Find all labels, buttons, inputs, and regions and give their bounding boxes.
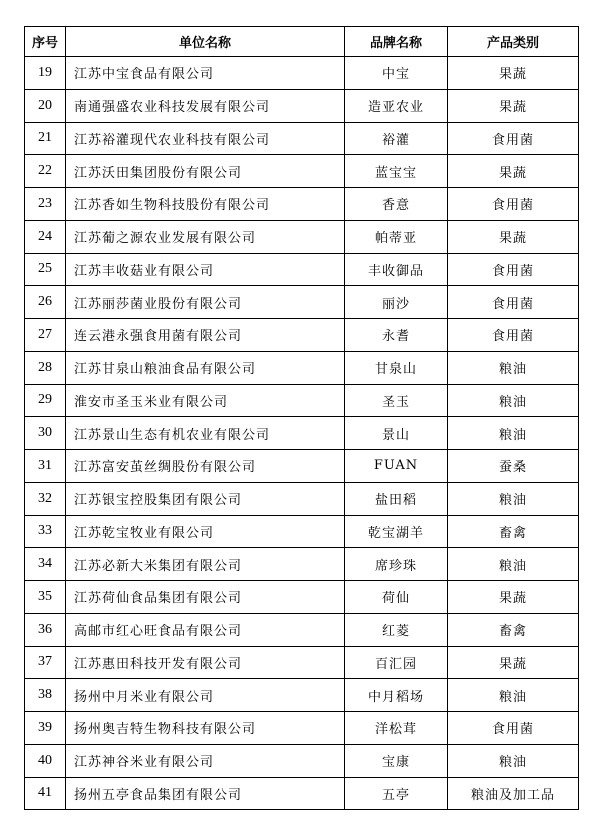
unit-name-cell: 江苏银宝控股集团有限公司 <box>66 482 345 515</box>
brand-name-cell: 乾宝湖羊 <box>345 515 448 548</box>
brand-name-cell: 裕灌 <box>345 122 448 155</box>
table-row <box>25 646 579 679</box>
product-category-cell: 粮油 <box>448 384 579 417</box>
unit-name-cell: 江苏神谷米业有限公司 <box>66 744 345 777</box>
brand-name-cell: 洋松茸 <box>345 712 448 745</box>
table-row <box>25 155 579 188</box>
product-category-cell: 粮油 <box>448 417 579 450</box>
brand-name-cell: 荷仙 <box>345 581 448 614</box>
brand-name-cell: 丰收御品 <box>345 253 448 286</box>
unit-name-cell: 江苏乾宝牧业有限公司 <box>66 515 345 548</box>
unit-name-cell: 扬州五亭食品集团有限公司 <box>66 777 345 810</box>
product-category-cell: 畜禽 <box>448 613 579 646</box>
product-category-cell: 食用菌 <box>448 712 579 745</box>
unit-name-cell: 江苏必新大米集团有限公司 <box>66 548 345 581</box>
row-number: 30 <box>25 417 66 450</box>
row-number: 34 <box>25 548 66 581</box>
product-category-cell: 果蔬 <box>448 581 579 614</box>
unit-name-cell: 江苏裕灌现代农业科技有限公司 <box>66 122 345 155</box>
brand-name-cell: 百汇园 <box>345 646 448 679</box>
row-number: 33 <box>25 515 66 548</box>
brand-name-cell: 蓝宝宝 <box>345 155 448 188</box>
table-body <box>25 57 579 810</box>
brand-name-cell: 五亭 <box>345 777 448 810</box>
row-number: 35 <box>25 581 66 614</box>
unit-name-cell: 江苏荷仙食品集团有限公司 <box>66 581 345 614</box>
product-category-cell: 果蔬 <box>448 89 579 122</box>
table-row <box>25 57 579 90</box>
product-category-cell: 果蔬 <box>448 57 579 90</box>
row-number: 23 <box>25 188 66 221</box>
table-row <box>25 188 579 221</box>
brand-name-cell: 盐田稻 <box>345 482 448 515</box>
brand-name-cell: 宝康 <box>345 744 448 777</box>
unit-name-cell: 江苏中宝食品有限公司 <box>66 57 345 90</box>
row-number: 19 <box>25 57 66 90</box>
unit-name-cell: 江苏葡之源农业发展有限公司 <box>66 220 345 253</box>
row-number: 31 <box>25 450 66 483</box>
unit-name-cell: 江苏景山生态有机农业有限公司 <box>66 417 345 450</box>
brand-name-cell: 景山 <box>345 417 448 450</box>
unit-name-cell: 江苏香如生物科技股份有限公司 <box>66 188 345 221</box>
row-number: 26 <box>25 286 66 319</box>
row-number: 40 <box>25 744 66 777</box>
unit-name-cell: 连云港永强食用菌有限公司 <box>66 319 345 352</box>
product-category-cell: 果蔬 <box>448 220 579 253</box>
unit-name-cell: 江苏沃田集团股份有限公司 <box>66 155 345 188</box>
brand-name-cell: 席珍珠 <box>345 548 448 581</box>
brand-name-cell: 中宝 <box>345 57 448 90</box>
table-row <box>25 220 579 253</box>
product-category-cell: 果蔬 <box>448 646 579 679</box>
row-number: 38 <box>25 679 66 712</box>
row-number: 22 <box>25 155 66 188</box>
header-product-category: 产品类别 <box>448 27 579 57</box>
table-row <box>25 744 579 777</box>
table-row <box>25 712 579 745</box>
table-row <box>25 417 579 450</box>
product-category-cell: 蚕桑 <box>448 450 579 483</box>
table-row <box>25 351 579 384</box>
table-row <box>25 679 579 712</box>
unit-name-cell: 江苏丰收菇业有限公司 <box>66 253 345 286</box>
brand-name-cell: 甘泉山 <box>345 351 448 384</box>
table-row <box>25 777 579 810</box>
row-number: 20 <box>25 89 66 122</box>
product-category-cell: 粮油 <box>448 482 579 515</box>
table-row <box>25 286 579 319</box>
unit-name-cell: 高邮市红心旺食品有限公司 <box>66 613 345 646</box>
row-number: 32 <box>25 482 66 515</box>
product-category-cell: 粮油及加工品 <box>448 777 579 810</box>
unit-name-cell: 扬州中月米业有限公司 <box>66 679 345 712</box>
unit-name-cell: 扬州奥吉特生物科技有限公司 <box>66 712 345 745</box>
brand-name-cell: 丽沙 <box>345 286 448 319</box>
table-row <box>25 581 579 614</box>
table-header-row <box>25 27 579 57</box>
brand-list-table <box>24 26 579 810</box>
table-row <box>25 253 579 286</box>
brand-name-cell: 永耆 <box>345 319 448 352</box>
table-row <box>25 515 579 548</box>
row-number: 25 <box>25 253 66 286</box>
product-category-cell: 粮油 <box>448 548 579 581</box>
unit-name-cell: 江苏惠田科技开发有限公司 <box>66 646 345 679</box>
table-row <box>25 384 579 417</box>
row-number: 21 <box>25 122 66 155</box>
row-number: 28 <box>25 351 66 384</box>
brand-name-cell: 圣玉 <box>345 384 448 417</box>
product-category-cell: 畜禽 <box>448 515 579 548</box>
table-row <box>25 319 579 352</box>
product-category-cell: 果蔬 <box>448 155 579 188</box>
table-row <box>25 482 579 515</box>
product-category-cell: 粮油 <box>448 679 579 712</box>
row-number: 36 <box>25 613 66 646</box>
table-row <box>25 122 579 155</box>
unit-name-cell: 淮安市圣玉米业有限公司 <box>66 384 345 417</box>
table-row <box>25 613 579 646</box>
brand-name-cell: 造亚农业 <box>345 89 448 122</box>
row-number: 27 <box>25 319 66 352</box>
unit-name-cell: 江苏富安茧丝绸股份有限公司 <box>66 450 345 483</box>
product-category-cell: 食用菌 <box>448 253 579 286</box>
product-category-cell: 食用菌 <box>448 319 579 352</box>
unit-name-cell: 江苏丽莎菌业股份有限公司 <box>66 286 345 319</box>
row-number: 39 <box>25 712 66 745</box>
header-unit-name: 单位名称 <box>66 27 345 57</box>
header-no: 序号 <box>25 27 66 57</box>
product-category-cell: 粮油 <box>448 351 579 384</box>
row-number: 29 <box>25 384 66 417</box>
table-row <box>25 450 579 483</box>
product-category-cell: 食用菌 <box>448 286 579 319</box>
product-category-cell: 食用菌 <box>448 188 579 221</box>
row-number: 41 <box>25 777 66 810</box>
unit-name-cell: 南通强盛农业科技发展有限公司 <box>66 89 345 122</box>
brand-name-cell: 中月稻场 <box>345 679 448 712</box>
product-category-cell: 食用菌 <box>448 122 579 155</box>
brand-name-cell: 红菱 <box>345 613 448 646</box>
brand-name-cell: 香意 <box>345 188 448 221</box>
table-row <box>25 548 579 581</box>
brand-name-cell: 帕蒂亚 <box>345 220 448 253</box>
row-number: 24 <box>25 220 66 253</box>
unit-name-cell: 江苏甘泉山粮油食品有限公司 <box>66 351 345 384</box>
row-number: 37 <box>25 646 66 679</box>
table-row <box>25 89 579 122</box>
product-category-cell: 粮油 <box>448 744 579 777</box>
brand-name-cell: FUAN <box>345 450 448 483</box>
header-brand-name: 品牌名称 <box>345 27 448 57</box>
